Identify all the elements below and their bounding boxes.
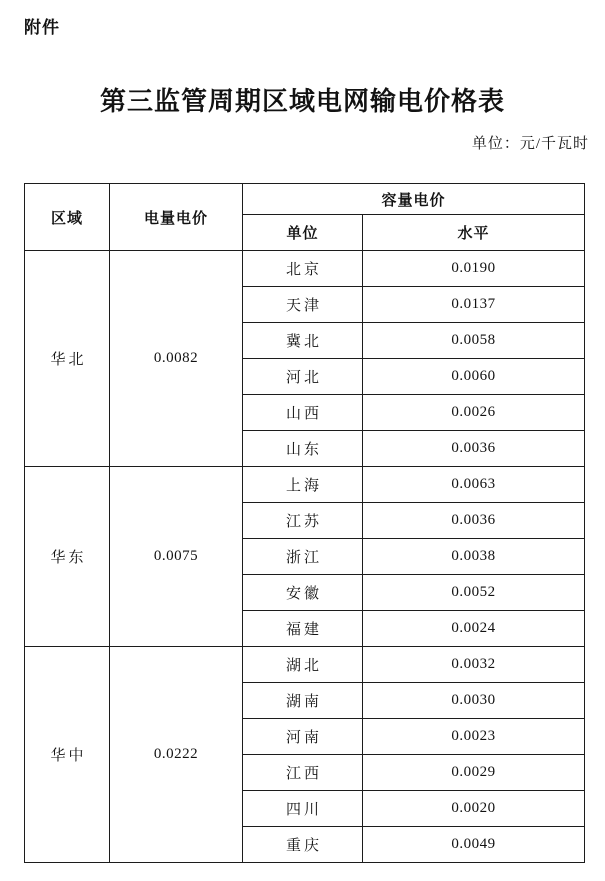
energy-price-cell: 0.0082	[110, 251, 243, 467]
level-cell: 0.0049	[363, 827, 585, 863]
unit-cell: 冀北	[243, 323, 363, 359]
level-cell: 0.0058	[363, 323, 585, 359]
header-capacity-price: 容量电价	[243, 184, 585, 215]
attachment-label: 附件	[24, 18, 60, 37]
unit-cell: 山东	[243, 431, 363, 467]
unit-cell: 重庆	[243, 827, 363, 863]
level-cell: 0.0032	[363, 647, 585, 683]
level-cell: 0.0060	[363, 359, 585, 395]
table-row	[25, 647, 585, 683]
header-energy-price: 电量电价	[110, 184, 243, 251]
level-cell: 0.0038	[363, 539, 585, 575]
energy-price-cell: 0.0075	[110, 467, 243, 647]
level-cell: 0.0036	[363, 503, 585, 539]
table-header-row-1	[25, 184, 585, 215]
header-level: 水平	[363, 215, 585, 251]
unit-cell: 北京	[243, 251, 363, 287]
energy-price-cell: 0.0222	[110, 647, 243, 863]
level-cell: 0.0020	[363, 791, 585, 827]
level-cell: 0.0026	[363, 395, 585, 431]
unit-cell: 湖南	[243, 683, 363, 719]
unit-cell: 山西	[243, 395, 363, 431]
region-cell: 华东	[25, 467, 110, 647]
unit-cell: 河北	[243, 359, 363, 395]
region-cell: 华中	[25, 647, 110, 863]
table-row	[25, 467, 585, 503]
header-region: 区域	[25, 184, 110, 251]
unit-cell: 四川	[243, 791, 363, 827]
unit-cell: 江苏	[243, 503, 363, 539]
price-table	[24, 183, 585, 863]
level-cell: 0.0024	[363, 611, 585, 647]
unit-cell: 河南	[243, 719, 363, 755]
unit-cell: 福建	[243, 611, 363, 647]
level-cell: 0.0137	[363, 287, 585, 323]
level-cell: 0.0030	[363, 683, 585, 719]
level-cell: 0.0023	[363, 719, 585, 755]
unit-cell: 天津	[243, 287, 363, 323]
header-unit: 单位	[243, 215, 363, 251]
unit-cell: 上海	[243, 467, 363, 503]
unit-cell: 湖北	[243, 647, 363, 683]
level-cell: 0.0029	[363, 755, 585, 791]
page-title: 第三监管周期区域电网输电价格表	[99, 87, 505, 116]
region-cell: 华北	[25, 251, 110, 467]
level-cell: 0.0190	[363, 251, 585, 287]
unit-cell: 江西	[243, 755, 363, 791]
level-cell: 0.0052	[363, 575, 585, 611]
unit-cell: 浙江	[243, 539, 363, 575]
unit-note: 单位：元/千瓦时	[471, 136, 589, 152]
level-cell: 0.0036	[363, 431, 585, 467]
unit-cell: 安徽	[243, 575, 363, 611]
table-row	[25, 251, 585, 287]
level-cell: 0.0063	[363, 467, 585, 503]
